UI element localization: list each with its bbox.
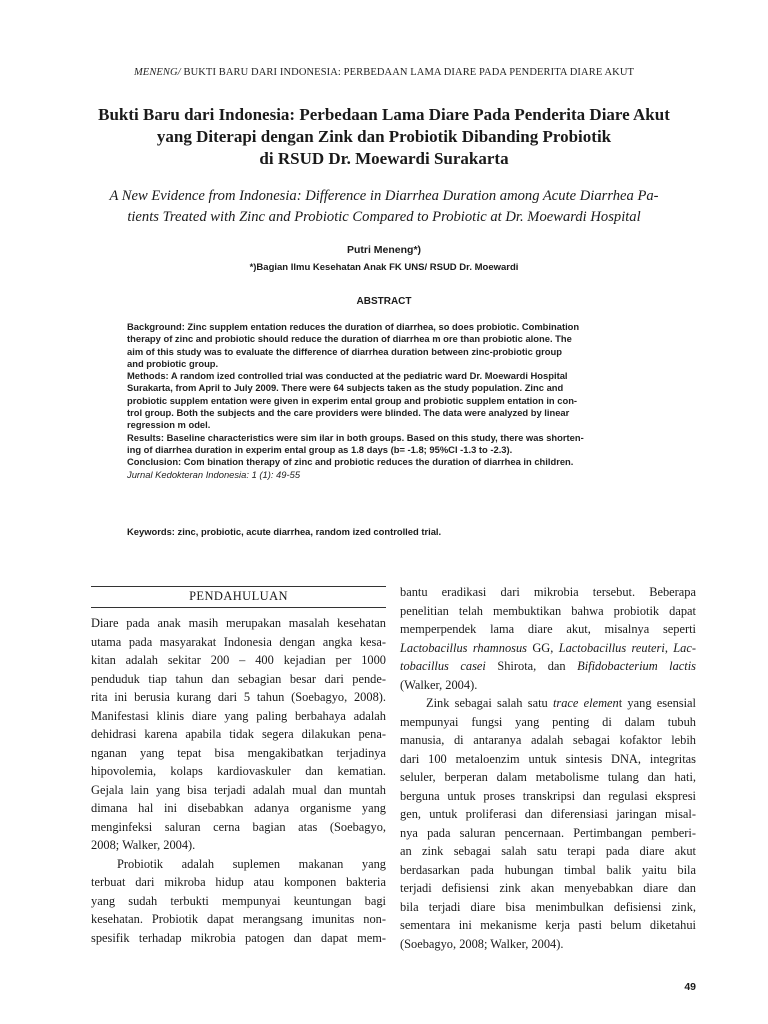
species-name: Lactobacillus reuteri [558, 640, 665, 655]
body-line: Probiotik adalah suplemen makanan yang [117, 856, 386, 871]
body-line: sementara ini mekanisme kerja pasti belum diketahui [400, 918, 696, 932]
body-line [400, 694, 696, 713]
body-line: terbuat dari mikroba hidup atau komponen bakteria [91, 875, 386, 889]
title-line-3: di RSUD Dr. Moewardi Surakarta [259, 149, 509, 168]
running-head [0, 67, 768, 78]
section-heading: PENDAHULUAN [189, 589, 288, 603]
body-line: (Walker, 2004). [400, 677, 478, 692]
body-line: kitan adalah sekitar 200 – 400 kejadian per 1000 [91, 653, 386, 667]
english-title [90, 186, 678, 228]
body-line: 2008; Walker, 2004). [91, 838, 196, 852]
body-line: manusia, di antaranya adalah sebagai kofaktor lebih [400, 733, 696, 747]
body-line: penduduk tiap tahun dan sebagian besar dari pende- [91, 671, 386, 686]
abstract-line: trol group. Both the subjects and the care providers were blinded. The data were analyzed by linear [127, 407, 570, 419]
body-line: bantu eradikasi dari mikrobia tersebut. Beberapa [400, 585, 696, 599]
body-line: gen, untuk proliferasi dan diferensiasi jaringan misal- [400, 807, 696, 821]
body-line: nya pada saluran pencernaan. Pertimbangan pemberi- [400, 825, 696, 840]
body-line: memperpendek lama diare akut, misalnya seperti [400, 622, 696, 636]
body-text: Zink sebagai salah satu [426, 696, 553, 710]
right-column [400, 583, 696, 953]
body-line [400, 657, 696, 676]
title-line-1: Bukti Baru dari Indonesia: Perbedaan Lama Diare Pada Penderita Diare Akut [98, 105, 670, 124]
body-line: spesifik terhadap mikrobia patogen dan dapat mem- [91, 930, 386, 945]
section-rule-bottom [91, 607, 386, 608]
left-column [91, 614, 386, 947]
abstract-line: Conclusion: Com bination therapy of zinc and probiotic reduces the duration of diarrhea in children. [127, 456, 574, 468]
author-affiliation: *)Bagian Ilmu Kesehatan Anak FK UNS/ RSUD Dr. Moewardi [249, 262, 519, 273]
english-title-line-2: tients Treated with Zinc and Probiotic Compared to Probiotic at Dr. Moewardi Hospital [127, 209, 641, 225]
body-line: (Soebagyo, 2008; Walker, 2004). [400, 936, 564, 951]
abstract-body [127, 321, 663, 481]
abstract-line: aim of this study was to evaluate the difference of diarrhea duration between zinc-probiotic group [127, 345, 562, 357]
running-head-author: MENENG/ [133, 67, 181, 78]
body-line: nganan yang tepat bisa mengakibatkan terjadinya [91, 745, 386, 760]
citation-journal: Jurnal Kedokteran Indonesia [127, 468, 247, 480]
body-line: berguna untuk proses transkripsi dan regulasi ekspresi [400, 788, 696, 803]
body-line: kesehatan. Probiotik dapat merangsang imunitas non- [91, 912, 386, 926]
body-text: , [664, 640, 674, 655]
body-text: t yang esensial [618, 696, 696, 710]
title-line-2: yang Diterapi dengan Zink dan Probiotik Dibanding Probiotik [156, 127, 612, 146]
running-head-title: BUKTI BARU DARI INDONESIA: PERBEDAAN LAMA DIARE PADA PENDERITA DIARE AKUT [180, 67, 635, 78]
abstract-line: Background: Zinc supplem entation reduces the duration of diarrhea, so does probiotic. Combination [127, 321, 580, 332]
species-name: tobacillus casei [400, 659, 486, 673]
english-title-line-1: A New Evidence from Indonesia: Difference in Diarrhea Duration among Acute Diarrhea Pa- [109, 188, 659, 204]
body-line: menginfeksi saluran cerna bagian atas (Soebagyo, [91, 819, 386, 834]
body-line: hipovolemia, kolaps kardiovaskuler dan kematian. [91, 764, 386, 778]
term: trace elemen [552, 696, 619, 710]
body-line: dimana hal ini disebabkan adanya organisme yang [91, 801, 386, 815]
body-line: penelitian telah membuktikan bahwa probiotik dapat [400, 603, 696, 618]
body-text: Shirota, dan [485, 659, 578, 673]
author-name: Putri Meneng*) [346, 244, 422, 256]
body-line: terjadi defisiensi zink akan menyebabkan diare dan [400, 881, 696, 895]
abstract-line: Results: Baseline characteristics were sim ilar in both groups. Based on this study, there was shorten- [127, 431, 584, 443]
citation [127, 469, 663, 481]
body-line: berdasarkan pada hubungan timbal balik yaitu bila [400, 862, 696, 877]
body-line: utama pada masyarakat Indonesia dengan angka kesa- [91, 634, 386, 649]
body-line: mempunyai fungsi yang penting di dalam tubuh [400, 714, 696, 729]
body-line: rita ini berusia kurang dari 5 tahun (Soebagyo, 2008). [91, 690, 386, 704]
article-title [60, 104, 708, 170]
body-line: Manifestasi klinis diare yang paling berbahaya adalah [91, 708, 386, 723]
keywords: Keywords: zinc, probiotic, acute diarrhea, random ized controlled trial. [127, 526, 442, 537]
abstract-line: Surakarta, from April to July 2009. There were 64 subjects taken as the study population. Zinc and [127, 382, 564, 394]
species-name: Lac- [673, 640, 696, 655]
body-line: bila terjadi diare bisa menimbulkan defisiensi zink, [400, 899, 696, 914]
body-line: Gejala lain yang bisa terjadi adalah mual dan muntah [91, 782, 386, 797]
species-name: Lactobacillus rhamnosus [400, 640, 527, 655]
body-line: yang sudah terbukti mempunyai keuntungan bagi [91, 893, 386, 908]
section-rule-top [91, 586, 386, 587]
page-number: 49 [684, 981, 696, 993]
body-line: dari 100 metaloenzim untuk sintesis DNA, integritas [400, 751, 696, 766]
abstract-line: and probiotic group. [127, 357, 219, 369]
abstract-line: Methods: A random ized controlled trial was conducted at the pediatric ward Dr. Moewardi Hospital [127, 370, 568, 382]
citation-details: : 1 (1): 49-55 [246, 468, 301, 480]
abstract-line: therapy of zinc and probiotic should reduce the duration of diarrhea m ore than probiotic alone. The [127, 333, 572, 345]
abstract-line: regression m odel. [127, 419, 211, 431]
body-line: dehidrasi karena apabila tidak segera dilakukan pena- [91, 727, 386, 741]
abstract-line: probiotic supplem entation were given in experim ental group and probiotic supplem entation in con- [127, 394, 578, 406]
body-line: seluler, berperan dalam metabolisme tulang dan hati, [400, 770, 696, 784]
abstract-line: ing of diarrhea duration in experim ental group as 1.8 days (b= -1.8; 95%CI -1.3 to -2.3). [127, 443, 513, 455]
body-text: GG, [527, 640, 559, 655]
abstract-heading: ABSTRACT [356, 296, 412, 307]
body-line: an zink sebagai salah satu terapi pada diare akut [400, 844, 696, 858]
species-name: Bifidobacterium lactis [577, 659, 696, 673]
body-line: Diare pada anak masih merupakan masalah kesehatan [91, 616, 386, 630]
body-line [400, 639, 696, 658]
